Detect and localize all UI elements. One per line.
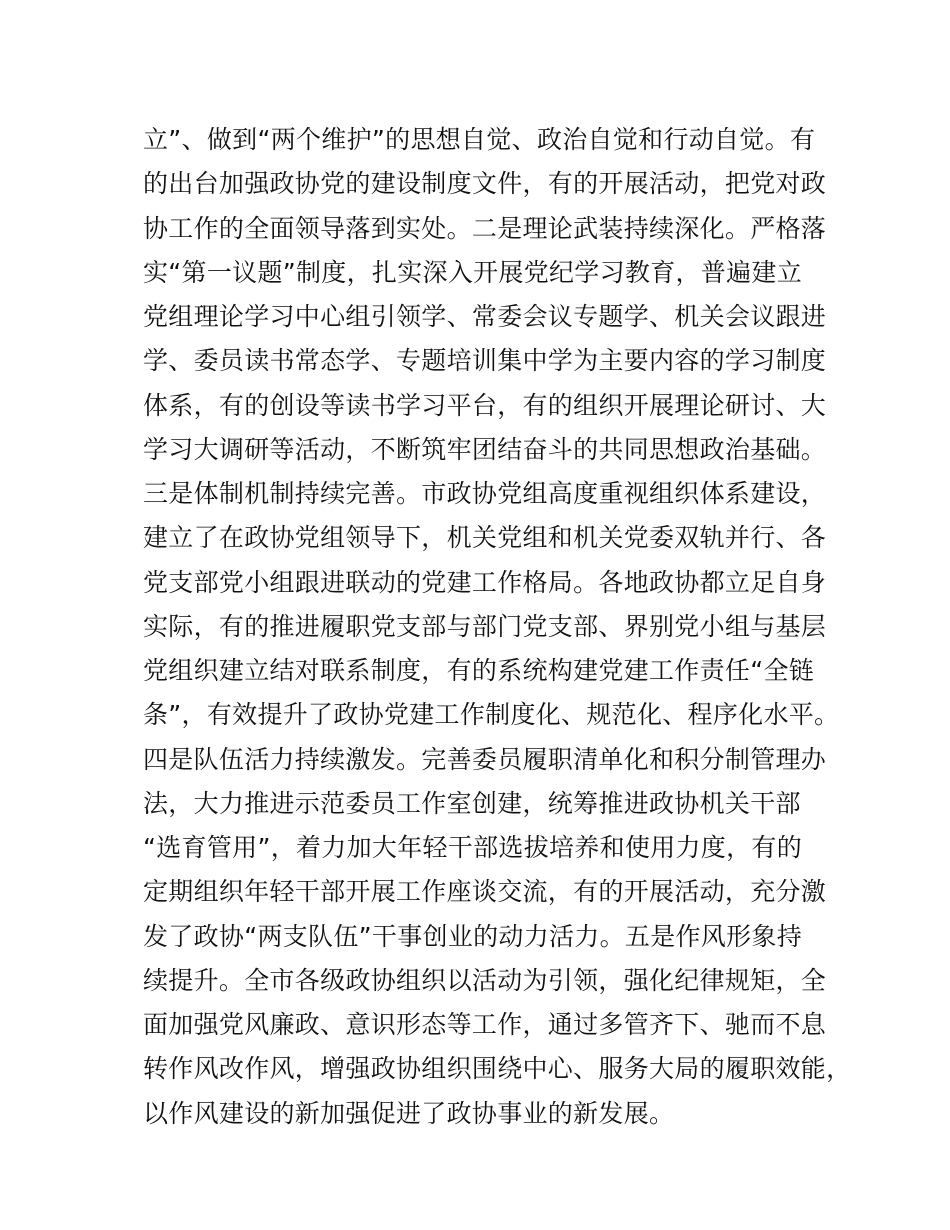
text-line-22: 转作风改作风，增强政协组织围绕中心、服务大局的履职效能，	[143, 1054, 852, 1084]
text-line-7: 体系，有的创设等读书学习平台，有的组织开展理论研讨、大	[143, 390, 827, 420]
text-line-15: 四是队伍活力持续激发。完善委员履职清单化和积分制管理办	[143, 744, 827, 774]
text-line-21: 面加强党风廉政、意识形态等工作，通过多管齐下、驰而不息	[143, 1010, 827, 1039]
text-line-9: 三是体制机制持续完善。市政协党组高度重视组织体系建设，	[143, 479, 827, 508]
text-line-4: 实“第一议题”制度，扎实深入开展党纪学习教育，普遍建立	[143, 257, 803, 287]
text-line-10: 建立了在政协党组领导下，机关党组和机关党委双轨并行、各	[143, 523, 827, 553]
text-line-8: 学习大调研等活动，不断筑牢团结奋斗的共同思想政治基础。	[143, 434, 827, 464]
text-line-20: 续提升。全市各级政协组织以活动为引领，强化纪律规矩，全	[143, 965, 827, 995]
text-line-19: 发了政协“两支队伍”干事创业的动力活力。五是作风形象持	[143, 921, 803, 951]
text-line-14: 条”，有效提升了政协党建工作制度化、规范化、程序化水平。	[143, 700, 840, 730]
text-line-17: “选育管用”，着力加大年轻干部选拔培养和使用力度，有的	[143, 833, 803, 862]
text-line-16: 法，大力推进示范委员工作室创建，统筹推进政协机关干部	[143, 788, 801, 818]
text-line-13: 党组织建立结对联系制度，有的系统构建党建工作责任“全链	[143, 656, 815, 685]
text-line-12: 实际，有的推进履职党支部与部门党支部、界别党小组与基层	[143, 611, 827, 641]
text-line-1: 立”、做到“两个维护”的思想自觉、政治自觉和行动自觉。有	[143, 125, 816, 154]
body-text	[143, 118, 852, 1136]
text-line-3: 协工作的全面领导落到实处。二是理论武装持续深化。严格落	[143, 213, 827, 243]
text-line-2: 的出台加强政协党的建设制度文件，有的开展活动，把党对政	[143, 169, 827, 199]
text-line-18: 定期组织年轻干部开展工作座谈交流，有的开展活动，充分激	[143, 877, 827, 907]
text-line-11: 党支部党小组跟进联动的党建工作格局。各地政协都立足自身	[143, 567, 827, 597]
text-line-6: 学、委员读书常态学、专题培训集中学为主要内容的学习制度	[143, 346, 827, 376]
text-line-23: 以作风建设的新加强促进了政协事业的新发展。	[143, 1098, 675, 1128]
text-line-5: 党组理论学习中心组引领学、常委会议专题学、机关会议跟进	[143, 302, 827, 331]
